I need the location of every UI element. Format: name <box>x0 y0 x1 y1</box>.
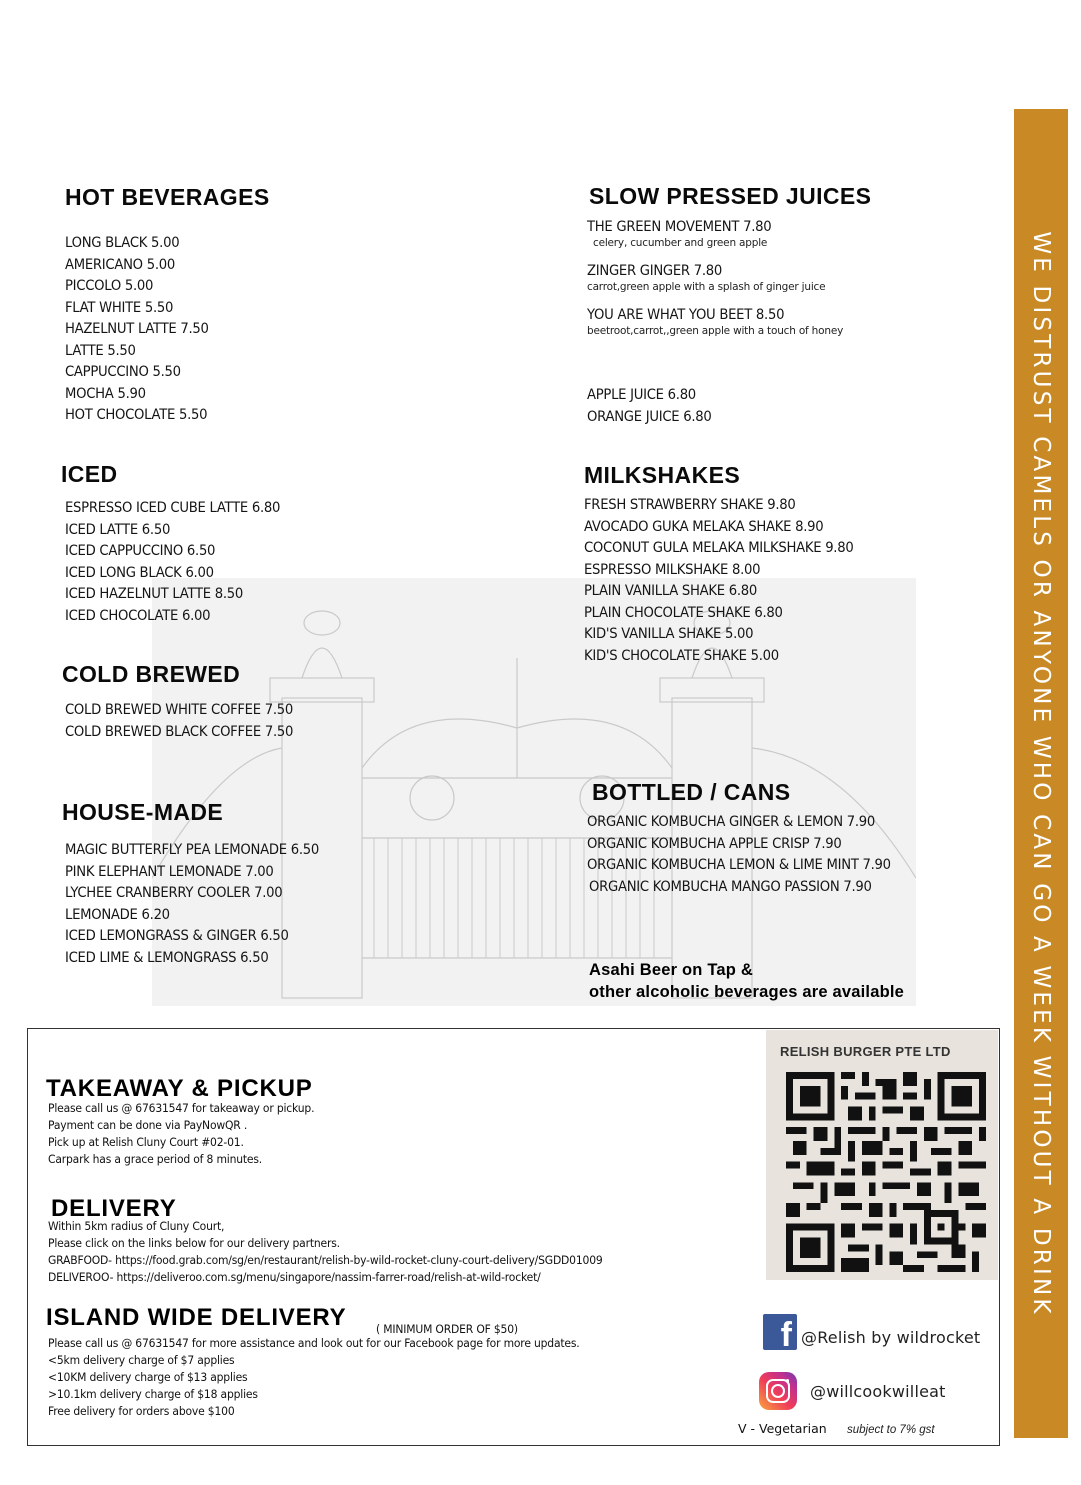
instagram-icon <box>759 1372 797 1410</box>
menu-item: ORANGE JUICE 6.80 <box>587 408 712 425</box>
menu-item: ORGANIC KOMBUCHA LEMON & LIME MINT 7.90 <box>587 857 891 873</box>
info-line: Pick up at Relish Cluny Court #02-01. <box>48 1135 244 1149</box>
juice-description: carrot,green apple with a splash of ginger juice <box>587 281 826 293</box>
menu-item: COLD BREWED BLACK COFFEE 7.50 <box>65 723 294 740</box>
menu-item: AVOCADO GUKA MELAKA SHAKE 8.90 <box>584 518 824 535</box>
alcohol-note-line: other alcoholic beverages are available <box>589 983 905 1001</box>
info-line: Please call us @ 67631547 for more assistance and look out for our Facebook page for more updates. <box>48 1336 580 1350</box>
bottled-cans-list <box>587 812 914 898</box>
menu-item: AMERICANO 5.00 <box>65 256 175 273</box>
juice-name: ZINGER GINGER 7.80 <box>587 263 722 279</box>
menu-item: ORGANIC KOMBUCHA APPLE CRISP 7.90 <box>587 835 842 852</box>
juice-description: celery, cucumber and green apple <box>593 237 768 249</box>
menu-item: MOCHA 5.90 <box>65 385 146 402</box>
menu-item: MAGIC BUTTERFLY PEA LEMONADE 6.50 <box>65 842 319 858</box>
delivery-lines <box>48 1218 644 1286</box>
hot-beverages-list <box>65 233 270 427</box>
facebook-link[interactable] <box>763 1314 981 1354</box>
menu-item: FLAT WHITE 5.50 <box>65 299 174 316</box>
takeaway-section <box>46 1077 334 1168</box>
menu-item: APPLE JUICE 6.80 <box>587 387 696 403</box>
tagline-text: WE DISTRUST CAMELS OR ANYONE WHO CAN GO A WEEK WITHOUT A DRINK <box>1028 230 1054 1317</box>
info-line: Payment can be done via PayNowQR . <box>48 1118 248 1132</box>
house-made-section <box>62 799 338 969</box>
menu-item: COLD BREWED WHITE COFFEE 7.50 <box>65 702 293 718</box>
iced-list <box>65 498 296 627</box>
juice-name: THE GREEN MOVEMENT 7.80 <box>587 219 772 235</box>
tagline-banner <box>1014 109 1068 1438</box>
section-title: COLD BREWED <box>62 661 241 687</box>
info-line: Carpark has a grace period of 8 minutes. <box>48 1152 263 1166</box>
gst-note: subject to 7% gst <box>847 1424 935 1436</box>
menu-item: ICED LEMONGRASS & GINGER 6.50 <box>65 928 289 944</box>
grabfood-link[interactable]: GRABFOOD- https://food.grab.com/sg/en/restaurant/relish-by-wild-rocket-cluny-court-delivery/SGDD01009 <box>48 1253 603 1267</box>
menu-item: HOT CHOCOLATE 5.50 <box>65 407 208 423</box>
iced-section <box>61 461 296 627</box>
cold-brewed-list <box>65 700 310 743</box>
cold-brewed-section <box>62 661 310 743</box>
menu-item: LATTE 5.50 <box>65 342 136 359</box>
juice-item <box>589 218 871 250</box>
info-line: Please call us @ 67631547 for takeaway or pickup. <box>48 1101 315 1115</box>
menu-item: ESPRESSO ICED CUBE LATTE 6.80 <box>65 500 281 516</box>
menu-item: PLAIN CHOCOLATE SHAKE 6.80 <box>584 604 783 621</box>
alcohol-note-line: Asahi Beer on Tap & <box>589 961 753 979</box>
menu-item: ORGANIC KOMBUCHA MANGO PASSION 7.90 <box>589 878 872 895</box>
menu-item: ICED CHOCOLATE 6.00 <box>65 607 211 624</box>
menu-item: KID'S VANILLA SHAKE 5.00 <box>584 626 754 642</box>
hot-beverages-section <box>65 184 270 427</box>
section-title: MILKSHAKES <box>584 462 741 488</box>
juice-extras-list <box>587 385 871 428</box>
qr-code-icon[interactable] <box>782 1072 990 1272</box>
bottled-cans-section <box>587 779 914 898</box>
menu-item: ICED LATTE 6.50 <box>65 521 171 538</box>
info-line: <10KM delivery charge of $13 applies <box>48 1370 248 1384</box>
takeaway-title: TAKEAWAY & PICKUP <box>46 1075 313 1102</box>
takeaway-lines <box>48 1100 334 1168</box>
vegetarian-legend: V - Vegetarian <box>738 1421 827 1436</box>
juice-item <box>589 262 871 294</box>
menu-item: LEMONADE 6.20 <box>65 906 170 923</box>
section-title: HOT BEVERAGES <box>65 184 270 210</box>
facebook-icon: f <box>763 1314 797 1350</box>
menu-item: ICED HAZELNUT LATTE 8.50 <box>65 586 244 602</box>
menu-item: PLAIN VANILLA SHAKE 6.80 <box>584 583 757 599</box>
delivery-section <box>48 1195 644 1286</box>
delivery-title: DELIVERY <box>51 1195 177 1222</box>
menu-item: FRESH STRAWBERRY SHAKE 9.80 <box>584 497 796 513</box>
info-line: Within 5km radius of Cluny Court, <box>48 1219 225 1233</box>
juice-name: YOU ARE WHAT YOU BEET 8.50 <box>587 307 785 323</box>
slow-pressed-juices-section <box>589 183 871 428</box>
juice-description: beetroot,carrot,,green apple with a touch of honey <box>587 325 844 337</box>
menu-item: ESPRESSO MILKSHAKE 8.00 <box>584 561 761 578</box>
section-title: HOUSE-MADE <box>62 799 224 825</box>
menu-item: ICED LONG BLACK 6.00 <box>65 564 214 581</box>
qr-company-name: RELISH BURGER PTE LTD <box>780 1044 951 1059</box>
instagram-handle[interactable]: @willcookwilleat <box>810 1381 946 1401</box>
island-wide-header <box>46 1304 620 1336</box>
info-line: Free delivery for orders above $100 <box>48 1404 235 1418</box>
menu-item: COCONUT GULA MELAKA MILKSHAKE 9.80 <box>584 540 854 556</box>
menu-item: LONG BLACK 5.00 <box>65 235 180 251</box>
paynow-qr-card <box>766 1030 998 1280</box>
island-wide-lines <box>48 1335 620 1420</box>
island-wide-title: ISLAND WIDE DELIVERY <box>46 1304 347 1331</box>
menu-item: HAZELNUT LATTE 7.50 <box>65 321 209 337</box>
menu-item: PICCOLO 5.00 <box>65 278 154 294</box>
section-title: SLOW PRESSED JUICES <box>589 183 872 209</box>
milkshakes-list <box>584 495 874 667</box>
menu-item: LYCHEE CRANBERRY COOLER 7.00 <box>65 885 283 901</box>
juice-item <box>589 306 871 338</box>
alcohol-note <box>589 959 904 1003</box>
menu-item: CAPPUCCINO 5.50 <box>65 364 181 380</box>
island-wide-delivery-section <box>46 1306 620 1420</box>
info-line: Please click on the links below for our delivery partners. <box>48 1236 340 1250</box>
house-made-list <box>65 840 338 969</box>
info-line: >10.1km delivery charge of $18 applies <box>48 1387 258 1401</box>
instagram-link[interactable] <box>759 1372 946 1410</box>
minimum-order-note: ( MINIMUM ORDER OF $50) <box>376 1322 519 1336</box>
menu-item: ICED CAPPUCCINO 6.50 <box>65 543 216 559</box>
menu-item: ICED LIME & LEMONGRASS 6.50 <box>65 949 269 966</box>
menu-item: ORGANIC KOMBUCHA GINGER & LEMON 7.90 <box>587 814 875 830</box>
info-line: <5km delivery charge of $7 applies <box>48 1353 235 1367</box>
deliveroo-link[interactable]: DELIVEROO- https://deliveroo.com.sg/menu/singapore/nassim-farrer-road/relish-at-wild-rocket/ <box>48 1270 541 1284</box>
milkshakes-section <box>584 462 874 667</box>
section-title: BOTTLED / CANS <box>592 779 791 805</box>
menu-item: PINK ELEPHANT LEMONADE 7.00 <box>65 863 274 880</box>
facebook-handle[interactable]: @Relish by wildrocket <box>801 1327 981 1347</box>
menu-item: KID'S CHOCOLATE SHAKE 5.00 <box>584 647 779 664</box>
section-title: ICED <box>61 461 118 487</box>
